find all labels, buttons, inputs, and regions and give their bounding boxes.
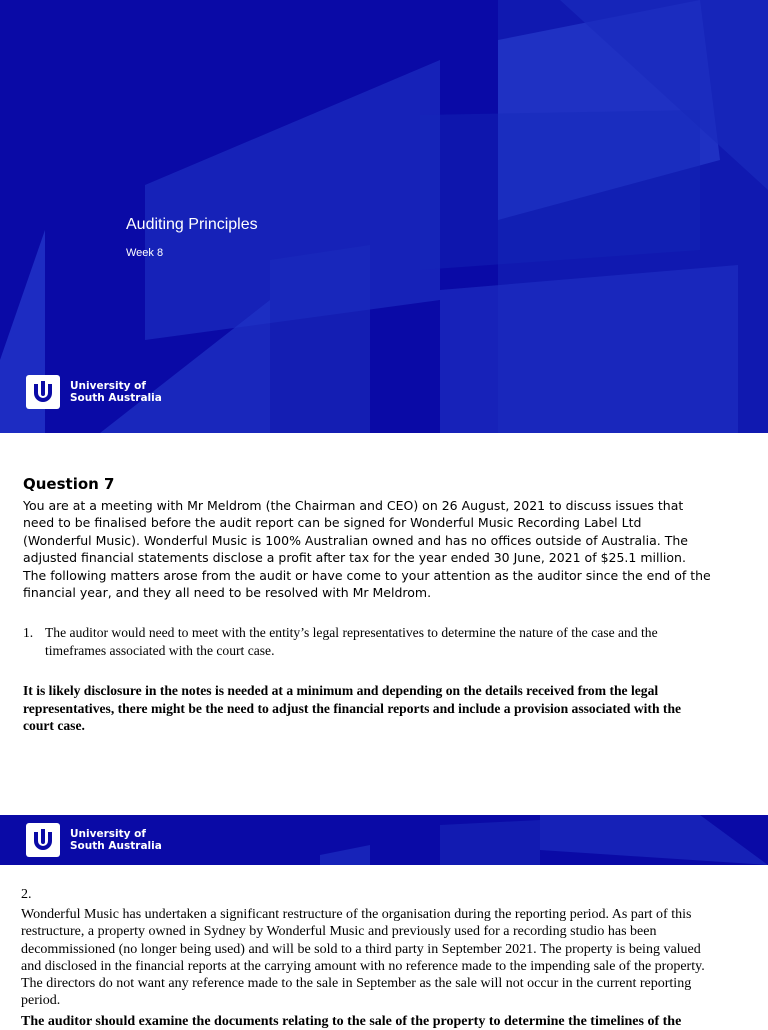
cover-banner (0, 0, 768, 433)
slide-header-band (0, 815, 768, 865)
university-logo-small (26, 823, 162, 857)
logo-line-2: South Australia (70, 392, 162, 404)
presentation-subtitle: Week 8 (126, 247, 164, 259)
list-item-text: The auditor would need to meet with the entity’s legal representatives to determine the nature of the case and the timeframes associated with the court case. (45, 625, 658, 658)
question-intro: You are at a meeting with Mr Meldrom (the Chairman and CEO) on 26 August, 2021 to discuss issues that need to be finalised before the audit report can be signed for Wonderful Music Recording Label Ltd (Wonderful Music). Wonderful Music is 100% Australian owned and has no offices outside of Australia. The adjusted financial statements disclose a profit after tax for the year ended 30 June, 2021 of $25.1 million. The following matters arose from the audit or have come to your attention as the auditor since the end of the financial year, and they all need to be resolved with Mr Meldrom. (23, 498, 711, 601)
banner-background-shapes (0, 0, 768, 433)
university-logo (26, 375, 162, 409)
logo-line-2: South Australia (70, 840, 162, 852)
list-item-number: 1. (23, 625, 34, 640)
unisa-logo-icon (26, 823, 60, 857)
item-2-number: 2. (21, 887, 32, 902)
question-heading: Question 7 (23, 475, 115, 493)
question-slide (0, 433, 768, 815)
answer-text: It is likely disclosure in the notes is needed at a minimum and depending on the details received from the legal representatives, there might be the need to adjust the financial reports and include a provision associated with the court case. (23, 683, 682, 733)
presentation-title: Auditing Principles (126, 216, 258, 233)
unisa-logo-icon (26, 375, 60, 409)
item-2-answer: The auditor should examine the documents relating to the sale of the property to determine the timelines of the (21, 1014, 682, 1029)
item-2-slide (0, 865, 768, 1029)
item-2-paragraph: Wonderful Music has undertaken a significant restructure of the organisation during the reporting period. As part of this restructure, a property owned in Sydney by Wonderful Music and previously used for a recording studio has been decommissioned (no longer being used) and will be sold to a third party in September 2021. The property is being valued and disclosed in the financial reports at the carrying amount with no reference made to the impending sale of the property. The directors do not want any reference made to the sale in September as the sale will not occur in the current reporting period. (21, 907, 705, 1009)
logo-line-1: University of (70, 380, 146, 392)
logo-line-1: University of (70, 828, 146, 840)
